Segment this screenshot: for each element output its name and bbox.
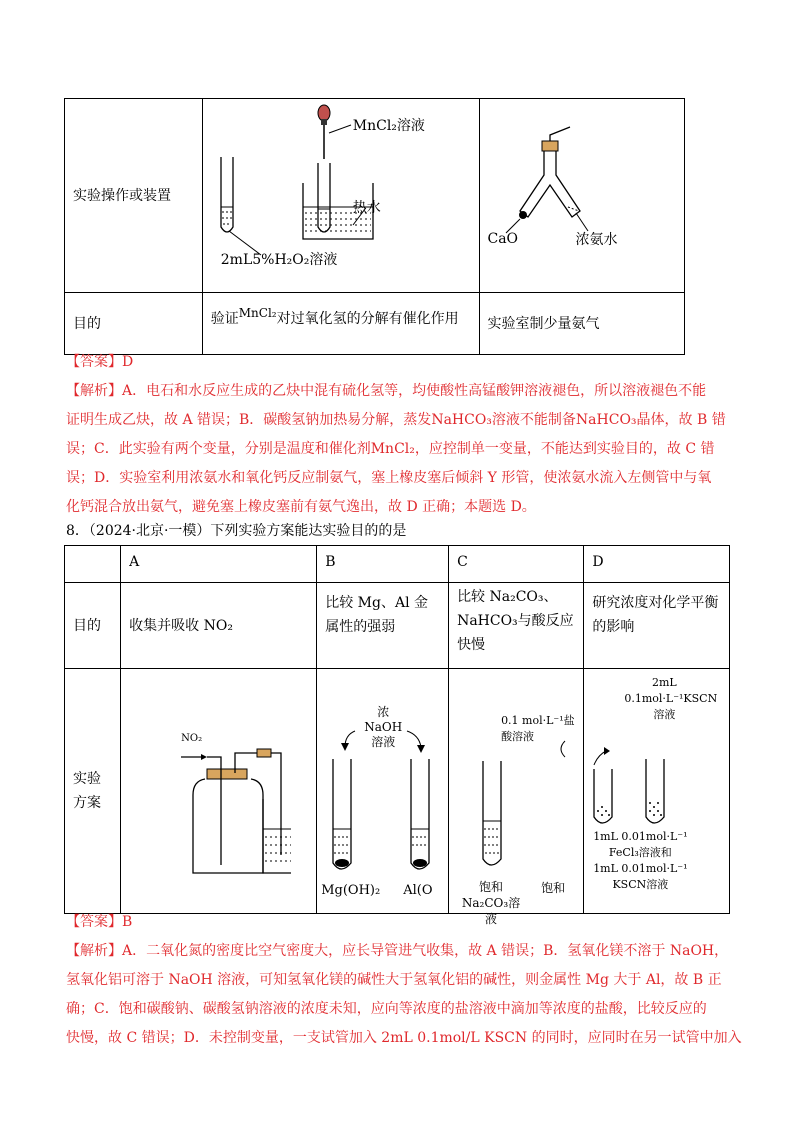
d-bottom-label: 1mL 0.01mol·L⁻¹ FeCl₃溶液和 1mL 0.01mol·L⁻¹ KSCN溶液 bbox=[593, 830, 688, 891]
row-label-apparatus: 实验操作或装置 bbox=[65, 99, 203, 293]
apparatus-b bbox=[202, 99, 479, 293]
no2-label: NO₂ bbox=[181, 733, 203, 744]
kscn-label: 2mL 0.1mol·L⁻¹KSCN溶液 bbox=[624, 676, 718, 721]
question-8-stem: 8．（2024·北京·一模）下列实验方案能达实验目的的是 bbox=[66, 523, 407, 539]
purpose-d: 研究浓度对化学平衡的影响 bbox=[584, 583, 730, 669]
scheme-a bbox=[121, 669, 317, 914]
answer-block-2: 【答案】B 【解析】A．二氧化氮的密度比空气密度大，应长导管进气收集，故 A 错误；B．氢氧化镁不溶于 NaOH， 氢氧化铝可溶于 NaOH 溶液，可知氢氧化镁的碱性大于氢氧化铝的碱性，则金属性 Mg 大于 Al，故 B 正 确；C．饱和碳酸钠、碳酸氢钠溶液的浓度未知，应向等浓度的盐溶液中滴加等浓度的盐酸，比较反应的 快慢，故 C 错误；D．未控制变量，一支试管加入 2mL 0.1mol/L KSCN 的同时，应同时在另一试管中加入 bbox=[66, 908, 746, 1053]
h2o2-label: 2mL5%H₂O₂溶液 bbox=[220, 252, 338, 268]
apparatus-c bbox=[479, 99, 685, 293]
row-label-scheme: 实验方案 bbox=[65, 669, 121, 914]
mncl2-formula: MnCl₂ bbox=[238, 306, 277, 320]
acid-label: 0.1 mol·L⁻¹盐酸溶液 bbox=[501, 714, 575, 743]
ammonia-label: 浓氨水 bbox=[575, 232, 618, 248]
table-2-header-row bbox=[65, 546, 730, 583]
mg-oh-label: Mg(OH)₂ bbox=[321, 883, 381, 898]
scheme-b bbox=[317, 669, 449, 914]
answer-label: 【答案】D bbox=[66, 354, 134, 370]
row-label-purpose: 目的 bbox=[65, 293, 203, 355]
header-a: A bbox=[121, 546, 317, 583]
scheme-c bbox=[449, 669, 584, 926]
carbonate-tubes-diagram bbox=[449, 669, 566, 909]
gas-collection-diagram bbox=[121, 669, 291, 909]
purpose-c: 实验室制少量氨气 bbox=[479, 293, 685, 355]
table-1 bbox=[64, 98, 685, 355]
hot-water-label: 热水 bbox=[352, 200, 381, 216]
cao-label: CaO bbox=[487, 231, 519, 247]
header-d: D bbox=[584, 546, 730, 583]
scheme-d bbox=[584, 669, 730, 914]
na2co3-label: 饱和Na₂CO₃溶液 bbox=[461, 880, 521, 926]
y-tube-diagram bbox=[480, 99, 652, 288]
purpose-c-2: 比较 Na₂CO₃、NaHCO₃与酸反应快慢 bbox=[449, 583, 584, 669]
purpose-a: 收集并吸收 NO₂ bbox=[121, 583, 317, 669]
answer-block-1: 【答案】D 【解析】A．电石和水反应生成的乙炔中混有硫化氢等，均使酸性高锰酸钾溶液褪色，所以溶液褪色不能 证明生成乙炔，故 A 错误；B．碳酸氢钠加热易分解，蒸发NaHCO₃溶液不能制备NaHCO₃晶体，故 B 错 误；C．此实验有两个变量，分别是温度和催化剂MnCl₂，应控制单一变量，不能达到实验目的，故 C 错 误；D．实验室利用浓氨水和氧化钙反应制氨气，塞上橡皮塞后倾斜 Y 形管，使浓氨水流入左侧管中与氧 化钙混合放出氨气，避免塞上橡皮塞前有氨气逸出，故 D 正确；本题选 D。 bbox=[66, 348, 746, 522]
answer-label-2: 【答案】B bbox=[66, 914, 133, 930]
purpose-b: 验证MnCl₂对过氧化氢的分解有催化作用 bbox=[202, 293, 479, 355]
purpose-b-2: 比较 Mg、Al 金属性的强弱 bbox=[317, 583, 449, 669]
al-oh-label: Al(O bbox=[403, 883, 433, 898]
mncl2-label: MnCl₂溶液 bbox=[352, 118, 425, 134]
naoh-label: 浓NaOH溶液 bbox=[364, 705, 403, 749]
header-c: C bbox=[449, 546, 584, 583]
header-b: B bbox=[317, 546, 449, 583]
saturated-label-2: 饱和 bbox=[541, 881, 566, 895]
row-label-purpose-2: 目的 bbox=[65, 583, 121, 669]
